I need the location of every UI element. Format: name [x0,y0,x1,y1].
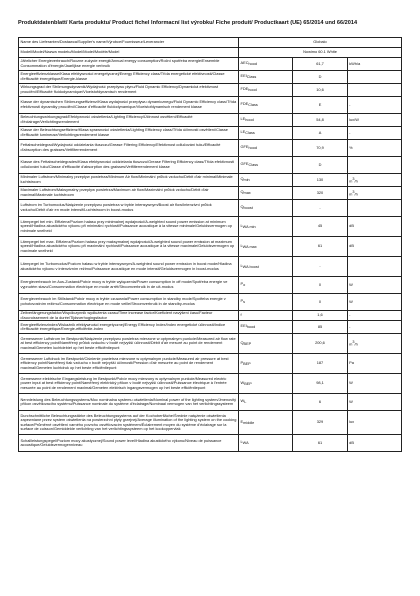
table-row [19,58,402,71]
symbol-subscript: Class [246,75,257,80]
symbol-subscript: hood [248,146,257,151]
row-symbol [239,394,293,411]
symbol-main: Q [240,176,244,182]
symbol-main: P [240,298,244,304]
row-symbol [239,294,293,311]
product-data-table [18,37,402,452]
row-description: Energieeffizienzindex/Wskaźnik efektywności energetycznej/Energy Efficiency Index/Index energetické účinnosti/Indice d'efficacité énergétique/Energie-efficiëntie-index [19,321,239,334]
table-row [19,48,402,58]
table-row [19,334,402,354]
symbol-main: FDE [240,86,249,92]
symbol-main: L [240,262,243,268]
row-unit [347,200,401,217]
unit-main: - [349,323,351,329]
document-title: Produktdatenblatt/ Karta produktu/ Product fichel Informacní list výrobku/ Fiche produit/ Productkaart (UE) 65/2014 und 66/2014 [18,20,358,26]
row-unit [347,294,401,311]
row-value: 61 [293,237,347,257]
row-symbol [239,311,293,321]
symbol-subscript: min [243,178,250,183]
unit-suffix: /h [354,190,358,196]
row-value: - [293,200,347,217]
row-description: Modell/Model/Nazwa modelu/Model/Model/Modèle/Model [19,48,239,58]
symbol-subscript: WA min [242,224,256,229]
unit-superscript: 3 [352,176,355,181]
row-value: 61,7 [293,58,347,71]
unit-main: m [349,177,353,183]
row-unit [347,334,401,354]
row-description: Jährlicher Energieverbrauch/Roczne zużycie energii/Annual energy consumption/Roční spotřeba energie/Ensemble Consommation d'énergie/Jaarlijkse energie verbruik [19,58,239,71]
symbol-main: AEC [240,60,249,66]
symbol-subscript: s [243,300,246,305]
row-value: 1,6 [293,311,347,321]
row-description: Gemessener Luftstrom im Bestpunkt/Natężenie przepływu powietrza mierzone w optymalnym punkcie/Measured air flow rate at best efficiency point/Naměřený průtok vzduchu v bodě nejvyšší účinnosti/Débit d'air mesuré au point de rendement maximal/Gemeten luchtdebiet op het beste efficiëntiepunt [19,334,239,354]
row-value: 0 [293,277,347,294]
row-description: Energieeffizienzklasse/Klasa efektywności energetycznej/Energy Efficiency class/Třída energetické efektivnosti/Classe d'efficacité énergétique/Energie-klasse [19,71,239,84]
row-unit [347,311,401,321]
row-symbol [239,71,293,84]
row-unit [347,374,401,394]
row-symbol [239,174,293,187]
row-unit [347,354,401,374]
unit-main: Pa [349,360,354,366]
symbol-subscript: BEP [243,361,251,366]
row-value: 6 [293,394,347,411]
row-description: Fettabscheidegrad/Wydajność oddzielania tłuszczu/Grease Filtering Efficiency/Efektivnost odlučování tuku/Efficacité d'absorption des graisses/Vetfilterrendement [19,140,239,157]
row-value: 98,1 [293,374,347,394]
row-description: Wirkungsgrad der Strömungsdynamik/Wydajność przepływu płynu/Fluid Dynamic Efficiency/Dynamická efektivnost proudění/Efficacité fluidodynamique/Vloeistofdynamisch rendement [19,84,239,97]
row-description: Minimaler Luftstrom/Minimalny przepływ powietrza/Minimum Air flow/Minimální průtok vzduchu/Débit d'air minimal/Minimale luchtstroom [19,174,239,187]
row-value: 85 [293,321,347,334]
row-unit [347,187,401,200]
symbol-main: Q [240,189,244,195]
row-description: Energieverbrauch im Aus-Zustand/Pobór mocy w trybie wyłączenia/Power consumption in off mode/Spotřeba energie ve vypnutém stavu/Consommation électrique en mode arrêt/Stroomverbruik in de uit-modus [19,277,239,294]
symbol-subscript: hood [248,88,257,93]
row-description: Zeitverlängerungsfaktor/Współczynnik wydłużenia czasu/Time increase factor/Koeficient navýšení času/Facteur d'accroissement de la durée/Tijdsverhogingsfactor [19,311,239,321]
row-value: 320 [293,187,347,200]
row-description: Maximaler Luftstrom/Maksymalny przepływ powietrza/Maximum air flow/Maximální průtok vzduchu/Débit d'air maximal/Maximale luchtstroom [19,187,239,200]
row-description: Gemessene elektrische Eingangsleistung im Bestpunkt/Pobór mocy mierzony w optymalnym punkcie/Measured electric power input at best efficiency point/Naměřený elektrický příkon v bodě nejvyšší účinnosti/Puissance électrique à l'entrée mesurée au point de rendement maximal/Gemeten elektrisch ingangsvermogen op het beste efficiëntiepunt [19,374,239,394]
unit-main: % [349,144,353,150]
symbol-subscript: o [243,283,246,288]
row-symbol [239,200,293,217]
row-description: Schallleistungspegel/Poziom mocy akustycznej/Sound power level/Hladina akustického výkonu/Niveau de puissance acoustique/Geluidsvermogenniveau [19,435,239,452]
unit-main: W [349,398,353,404]
row-description: Klasse der dynamischen Strömungseffizienz/Klasa wydajności przepływu dynamicznego/Fluid Dynamic Efficiency class/Třída efektivnosti dynamiky proudění/Classe d'efficacité fluidodynamique/Vloeistofdynamisch rendement klasse [19,97,239,114]
row-value: 329 [293,411,347,435]
symbol-main: W [240,379,245,385]
unit-main: - [349,129,351,135]
table-row [19,174,402,187]
row-unit [347,84,401,97]
row-description: Lärmpegel bei max. Effizienz/Poziom hałasu przy maksymalnej wydajności/A-weighted sound power emission at maximum speed/Hladina akustického výkonu při maximální rychlosti/Puissance acoustique à la vitesse maximale/Geluidsvermogen op maximale snelheid [19,237,239,257]
unit-superscript: 3 [352,189,355,194]
row-value: D [293,71,347,84]
row-value: 0 [293,294,347,311]
symbol-main: GFE [240,161,249,167]
row-symbol [239,127,293,140]
symbol-main: GFE [240,144,249,150]
row-symbol [239,187,293,200]
row-unit [347,257,401,277]
row-value: D [293,157,347,174]
row-value: 10,6 [293,84,347,97]
row-unit [347,58,401,71]
unit-main: lux [349,419,355,425]
symbol-main: EEI [240,73,247,79]
table-row [19,114,402,127]
row-symbol [239,257,293,277]
unit-superscript: 3 [352,340,355,345]
table-row [19,127,402,140]
symbol-main: P [240,281,244,287]
row-unit [347,411,401,435]
symbol-subscript: hood [245,118,254,123]
row-symbol [239,321,293,334]
symbol-main: Q [240,339,244,345]
row-value: 187 [293,354,347,374]
row-symbol [239,374,293,394]
row-unit [347,394,401,411]
row-symbol [239,354,293,374]
row-unit [347,71,401,84]
table-row [19,277,402,294]
table-row [19,157,402,174]
table-row [19,97,402,114]
row-unit [347,97,401,114]
symbol-main: E [240,418,244,424]
row-unit [347,435,401,452]
row-description: Klasse der Beleuchtungseffizienz/Klasa sprawności oświetlenia/Lighting Efficiency class/Třída účinnosti osvětlení/Classe d'efficacité lumineuse/Verlichtingsrendement klasse [19,127,239,140]
row-symbol [239,411,293,435]
row-unit [347,217,401,237]
table-row [19,140,402,157]
unit-suffix: /h [354,341,358,347]
symbol-subscript: WA max [242,244,257,249]
row-value: 130 [293,174,347,187]
unit-main: dB [349,439,354,445]
unit-main: kWh/a [349,60,361,66]
row-value: - [293,257,347,277]
table-row [19,200,402,217]
row-value: E [293,97,347,114]
row-symbol [239,157,293,174]
supplier-name: Globalo [239,38,402,48]
row-unit [347,127,401,140]
table-row [19,435,402,452]
unit-main: m [349,190,353,196]
row-unit [347,321,401,334]
model-name: Nowimo 60.1 White [239,48,402,58]
symbol-main: EEI [240,323,247,329]
row-value: 200,6 [293,334,347,354]
row-description: Energieverbrauch im Stillstand/Pobór mocy w trybie czuwania/Power consumption in standby mode/Spotřeba energie v pohotovostním režimu/Consommation électrique en mode veille/Stroomverbruik in de standby-modus [19,294,239,311]
row-symbol [239,237,293,257]
symbol-subscript: BEP [244,381,252,386]
row-description: Beleuchtungswirkungsgrad/Efektywność oświetlenia/Lighting Efficiency/Účinnost osvětlení/Efficacité d'éclairage/Verlichtingsrendement [19,114,239,127]
unit-main: dB [349,223,354,229]
unit-main: W [349,281,353,287]
unit-main: W [349,380,353,386]
table-row [19,321,402,334]
table-row [19,84,402,97]
symbol-subscript: middle [243,420,255,425]
row-symbol [239,140,293,157]
row-unit [347,114,401,127]
row-description: Name des Lieferanten/Dostawca/Supplier's name/Výrobce/Fournisseur/Leverancier [19,38,239,48]
row-unit [347,237,401,257]
table-row [19,394,402,411]
row-description: Klasse des Fettabscheidegrades/Klasa efektywności oddzielania tłuszczu/Grease Filtering Efficiency class/Třída efektivnosti odlučování tuku/Classe d'efficacité d'absorption des graisses/Vetfilterrendement klasse [19,157,239,174]
symbol-subscript: max [243,191,251,196]
row-description: Durchschnittliche Beleuchtungsstärke des Beleuchtungssystems auf der Kochoberfläche/Średnie natężenie oświetlenia zapewniane przez system oświetlenia na powierzchni płyty grzejnej/Average illumination of the lighting system on the cooking surface/Průměrné osvětlení varného povrchu osvětlovacím systémem/Éclairement moyen du système d'éclairage sur la surface de cuisson/Gemiddelde verlichting van het verlichtingssysteem op het kookoppervlak [19,411,239,435]
table-row [19,374,402,394]
row-unit [347,174,401,187]
row-symbol [239,334,293,354]
table-row [19,257,402,277]
symbol-main: LE [240,129,246,135]
row-unit [347,140,401,157]
symbol-subscript: Class [248,103,258,108]
symbol-subscript: BEP [243,341,252,346]
row-unit [347,277,401,294]
symbol-subscript: WA [242,441,249,446]
row-description: Luftstrom im Turbomodus/Natężenie przepływu powietrza w trybie intensywnym/Boost air flow/Intenzivní průtok vzduchu/Débit d'air en mode intensif/Luchtstroom in boost-modus [19,200,239,217]
symbol-subscript: hood [248,62,257,67]
row-symbol [239,114,293,127]
row-description: Gemessener Luftdruck im Bestpunkt/Ciśnienie powietrza mierzone w optymalnym punkcie/Measured air pressure at best efficiency point/Naměřený tlak vzduchu v bodě nejvyšší účinnosti/Pression d'air mesurée au point de rendement maximal/Gemeten luchtdruk op het beste efficiëntiepunt [19,354,239,374]
symbol-subscript: boost [243,206,253,211]
table-row [19,294,402,311]
symbol-main: Q [240,204,244,210]
table-row [19,354,402,374]
unit-main: - [349,101,351,107]
row-description: Lärmpegel bei min. Effizienz/Poziom hałasu przy minimalnej wydajności/A-weighted sound power emission at minimum speed/Hladina akustického výkonu při minimální rychlosti/Puissance acoustique à la vitesse minimale/Geluidsvermogen op minimale snelheid [19,217,239,237]
symbol-main: f [240,312,242,318]
row-value: 61 [293,435,347,452]
unit-suffix: /h [354,177,358,183]
product-fiche [18,20,402,452]
symbol-subscript: WA boost [242,264,259,269]
row-value: 54,8 [293,114,347,127]
symbol-main: L [240,242,243,248]
row-symbol [239,435,293,452]
row-value: 45 [293,217,347,237]
table-row [19,38,402,48]
row-symbol [239,97,293,114]
symbol-main: L [240,222,243,228]
table-row [19,411,402,435]
row-symbol [239,277,293,294]
symbol-subscript: L [244,400,247,405]
row-value: 70,9 [293,140,347,157]
symbol-subscript: Class [248,163,258,168]
table-row [19,311,402,321]
row-unit [347,157,401,174]
table-row [19,237,402,257]
unit-main: dB [349,243,354,249]
symbol-subscript: hood [246,325,256,330]
row-value: A [293,127,347,140]
symbol-main: P [240,359,244,365]
row-symbol [239,84,293,97]
table-row [19,71,402,84]
table-row [19,187,402,200]
row-description: Nennleistung des Beleuchtungssystems/Moc nominalna systemu oświetlenia/Nominal power of the lighting system/Jmenovitý příkon osvětlovacího systému/Puissance nominale du système d'éclairage/Nominaal vermogen van het verlichtingssysteem [19,394,239,411]
symbol-main: FDE [240,101,249,107]
unit-main: - [349,312,351,318]
symbol-main: L [240,439,243,445]
row-description: Lärmpegel im Turbomodus/Poziom hałasu w trybie intensywnym/A-weighted sound power emission in boost mode/Hladina akustického výkonu v intenzivním režimu/Puissance acoustique en mode intensif/Geluidsvermogen in boost-modus [19,257,239,277]
unit-main: W [349,298,353,304]
row-symbol [239,217,293,237]
table-row [19,217,402,237]
symbol-main: LE [240,116,246,122]
unit-main: m [349,341,353,347]
row-symbol [239,58,293,71]
unit-main: lux/W [349,116,359,122]
symbol-main: W [240,398,245,404]
symbol-subscript: Class [245,131,255,136]
